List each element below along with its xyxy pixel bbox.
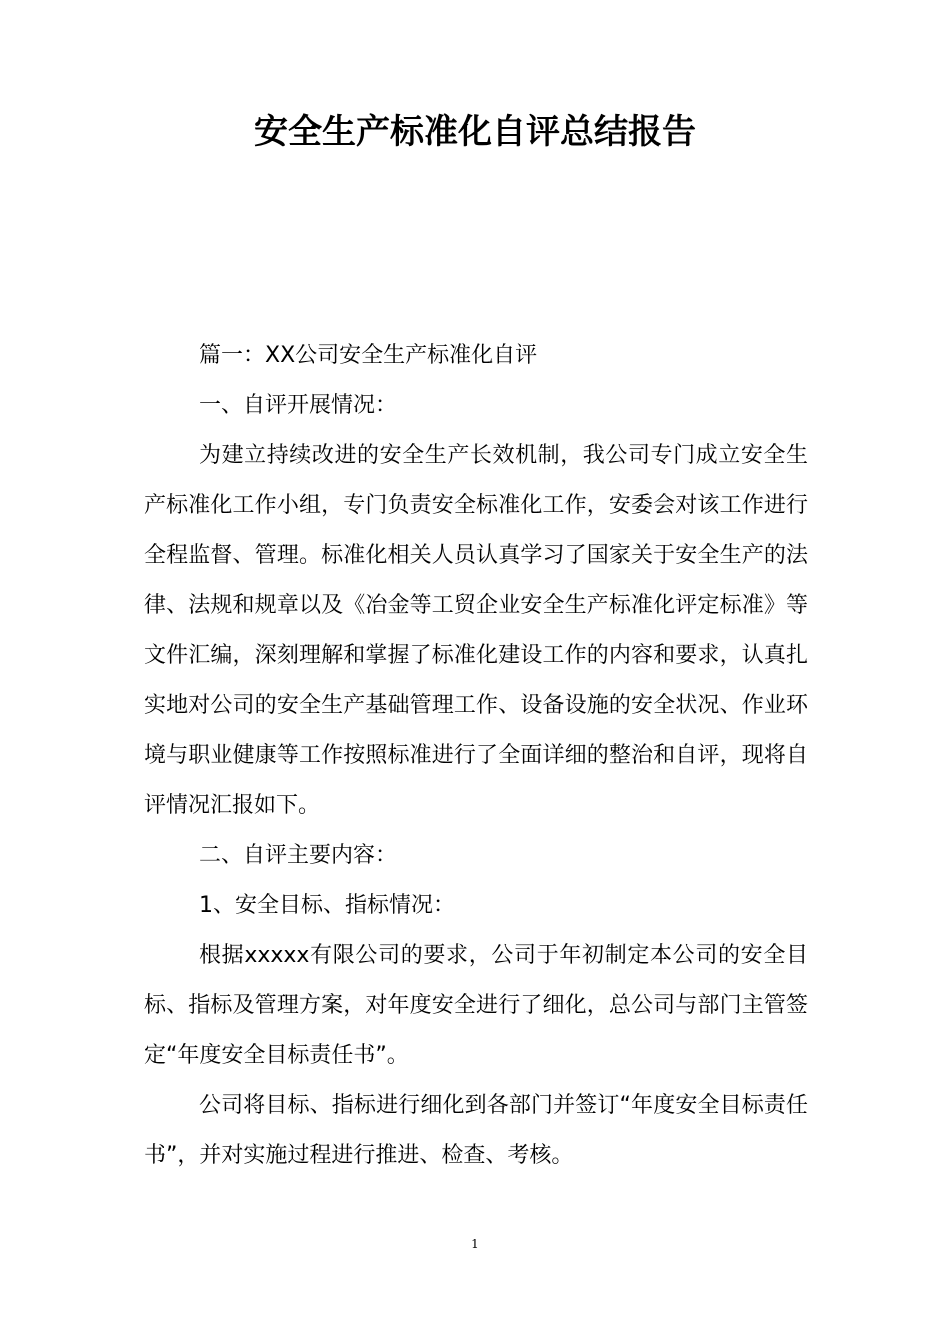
paragraph-self-evaluation-overview: 为建立持续改进的安全生产长效机制，我公司专门成立安全生产标准化工作小组，专门负责安全标准化工作，安委会对该工作进行全程监督、管理。标准化相关人员认真学习了国家关于安全生产的法律、法规和规章以及《冶金等工贸企业安全生产标准化评定标准》等文件汇编，深刻理解和掌握了标准化建设工作的内容和要求，认真扎实地对公司的安全生产基础管理工作、设备设施的安全状况、作业环境与职业健康等工作按照标准进行了全面详细的整治和自评，现将自评情况汇报如下。 — [144, 443, 808, 818]
document-body — [144, 331, 808, 1181]
page-number: 1 — [471, 1237, 479, 1251]
section-heading-self-evaluation: 一、自评开展情况： — [199, 393, 398, 418]
subsection-heading-safety-goals: 1、安全目标、指标情况： — [199, 893, 455, 918]
paragraph-goal-breakdown: 公司将目标、指标进行细化到各部门并签订“年度安全目标责任书”，并对实施过程进行推进、检查、考核。 — [144, 1093, 808, 1168]
section-heading-main-content: 二、自评主要内容： — [199, 843, 398, 868]
section-heading-part-one: 篇一：XX公司安全生产标准化自评 — [199, 343, 538, 368]
document-title: 安全生产标准化自评总结报告 — [254, 112, 696, 152]
paragraph-safety-goals: 根据xxxxx有限公司的要求，公司于年初制定本公司的安全目标、指标及管理方案，对年度安全进行了细化，总公司与部门主管签定“年度安全目标责任书”。 — [144, 943, 808, 1068]
